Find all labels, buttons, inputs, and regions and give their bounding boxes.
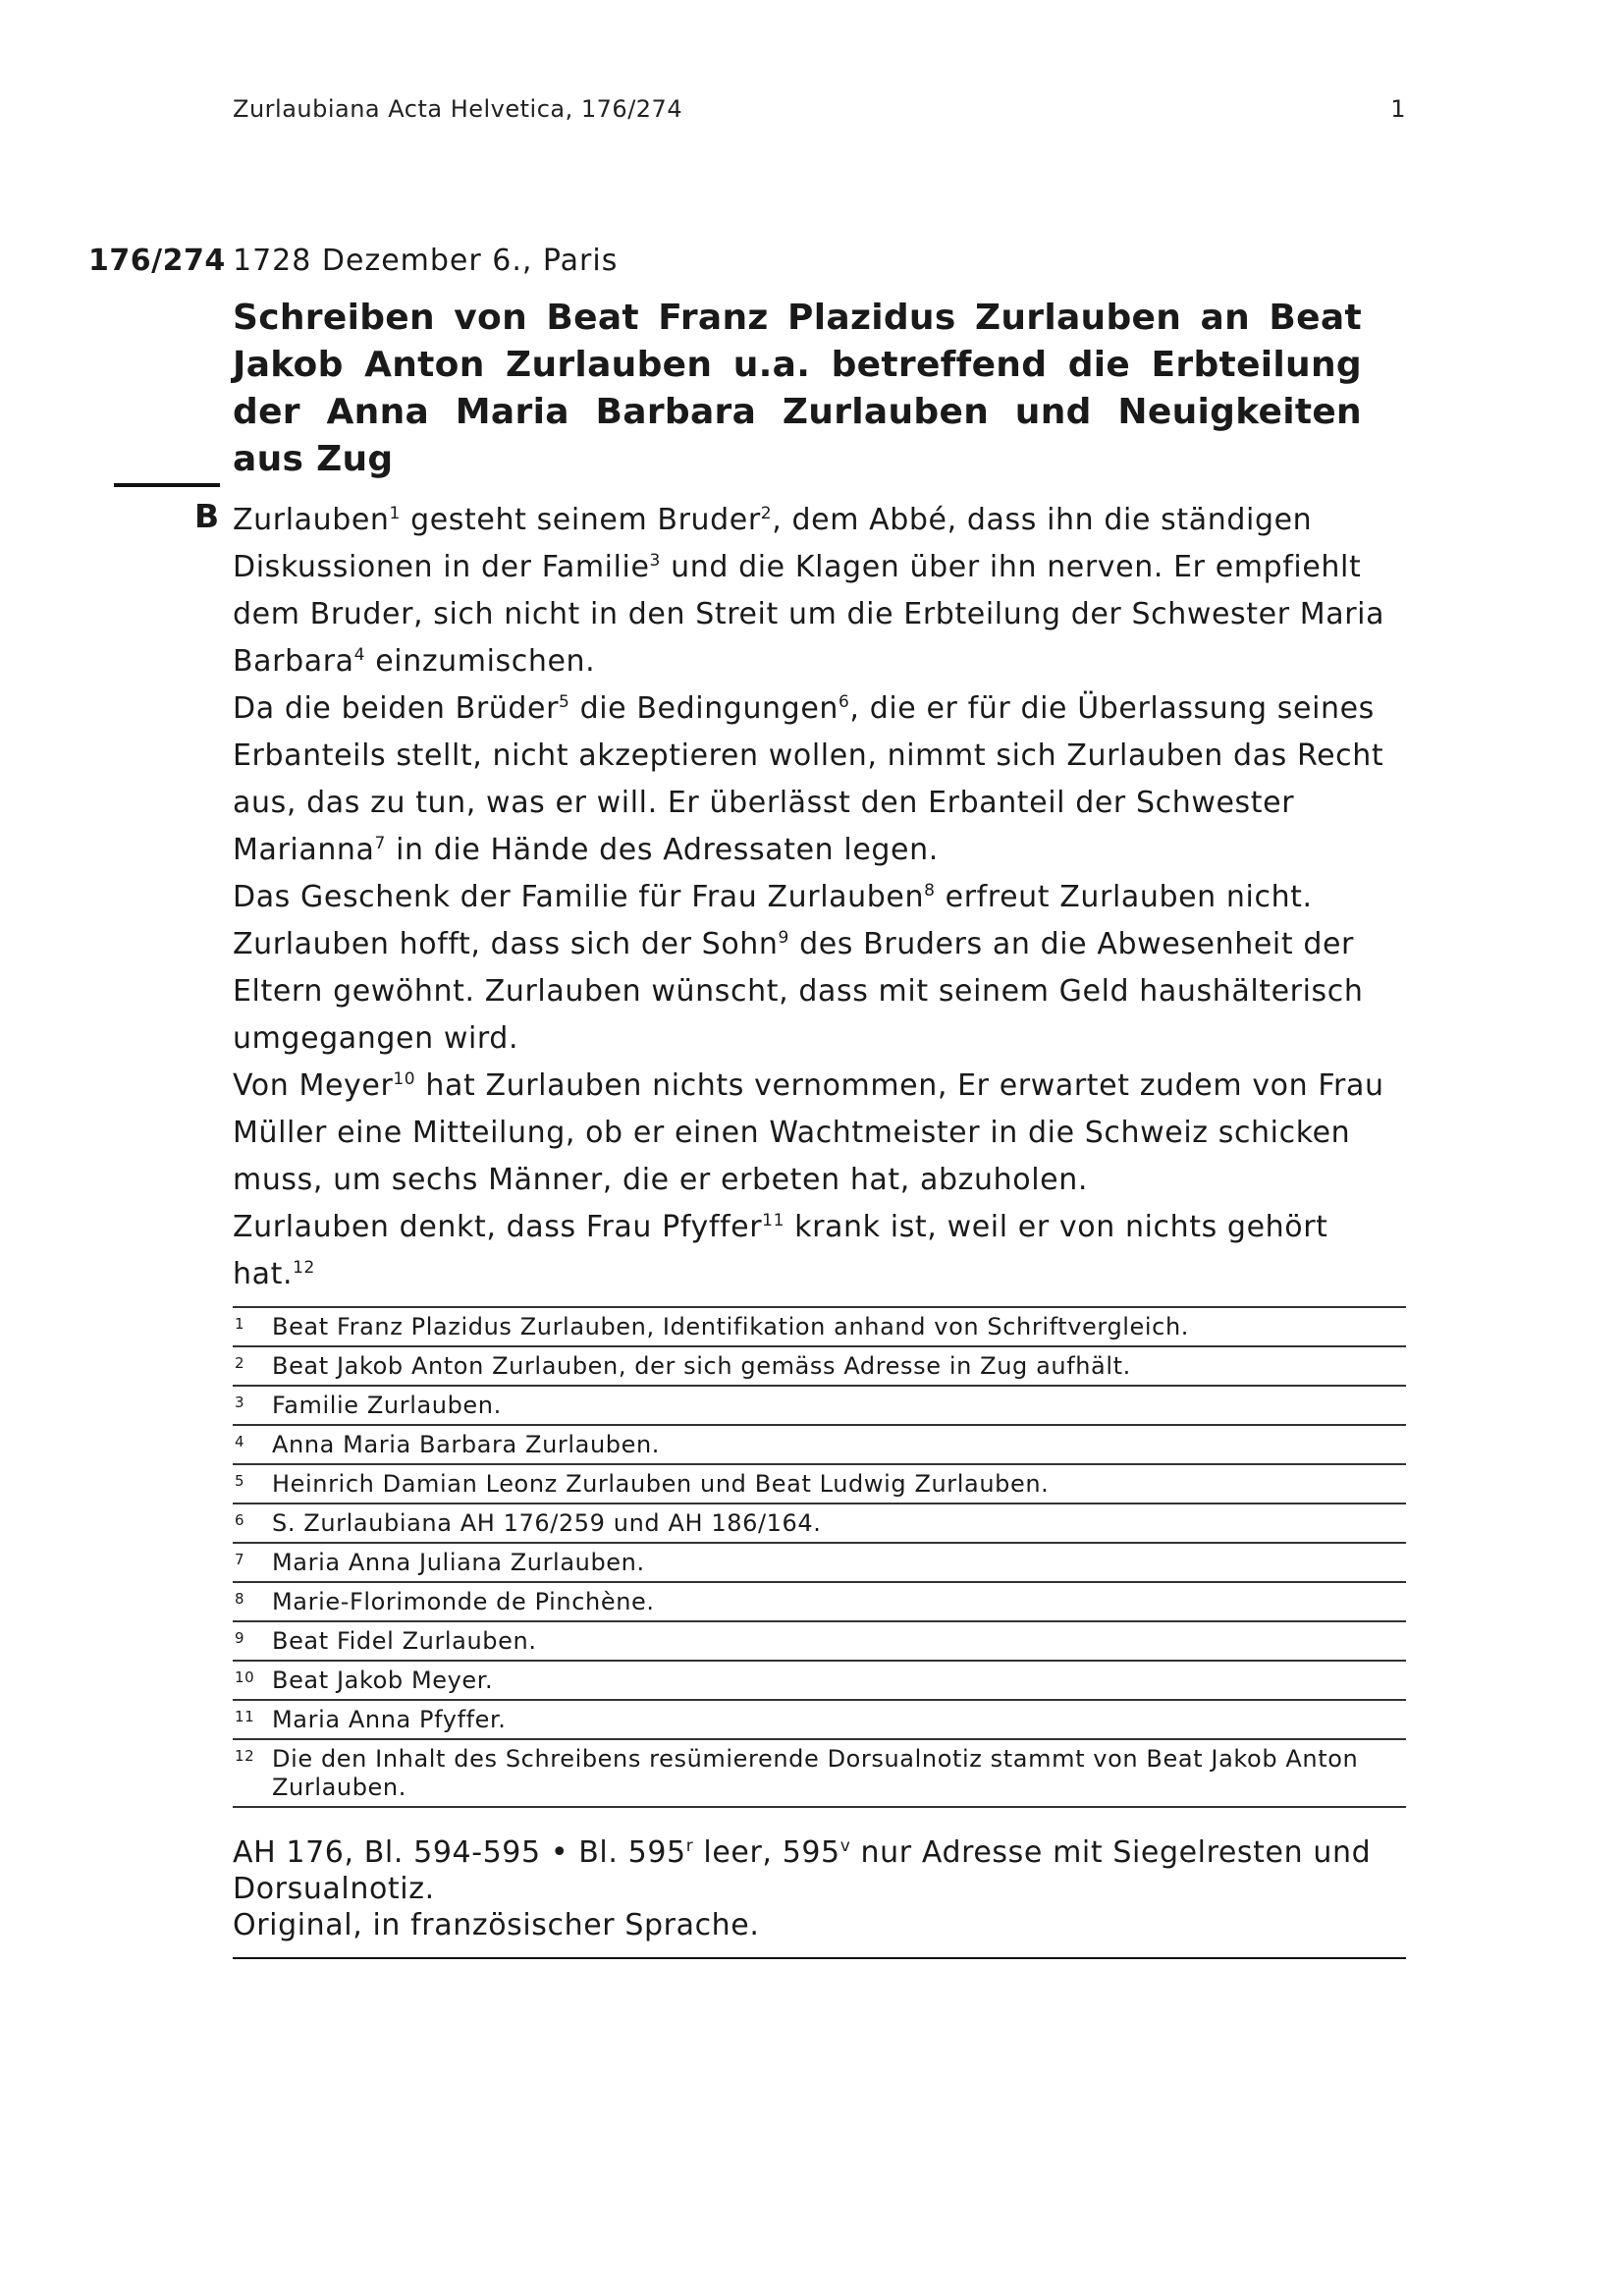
footnote-number: 2 xyxy=(235,1354,245,1372)
section-divider xyxy=(114,483,220,487)
section-marker: B xyxy=(194,497,220,535)
footnote-item xyxy=(233,1504,1406,1544)
footnote-ref[interactable]: 10 xyxy=(393,1069,416,1089)
footnotes xyxy=(233,1306,1406,1808)
footnote-number: 11 xyxy=(235,1708,255,1725)
footnote-item xyxy=(233,1387,1406,1426)
footnote-number: 3 xyxy=(235,1394,245,1411)
footnote-ref[interactable]: 5 xyxy=(559,692,570,712)
footnote-number: 9 xyxy=(235,1629,245,1647)
footnote-ref[interactable]: 7 xyxy=(374,834,386,853)
footnote-item xyxy=(233,1740,1406,1808)
footnote-item xyxy=(233,1308,1406,1347)
footnote-ref[interactable]: 12 xyxy=(293,1258,315,1278)
footnote-ref[interactable]: 6 xyxy=(839,692,850,712)
running-title: Zurlaubiana Acta Helvetica, 176/274 xyxy=(233,95,683,123)
footnote-number: 1 xyxy=(235,1315,245,1333)
footnote-text: Beat Jakob Anton Zurlauben, der sich gemäss Adresse in Zug aufhält. xyxy=(272,1352,1131,1380)
footnote-item xyxy=(233,1465,1406,1504)
footnote-text: Familie Zurlauben. xyxy=(272,1392,502,1419)
document-date-place: 1728 Dezember 6., Paris xyxy=(233,244,619,278)
summary-paragraph-2: Da die beiden Brüder$^5$ die Bedingungen$^6$, die er für die Überlassung seines Erbanteils stellt, nicht akzeptieren wollen, nimmt sich Zurlauben das Recht aus, das zu tun, was er will. Er überlässt den Erbanteil der Schwester Marianna$^7$ in die Hände des Adressaten legen. xyxy=(233,691,1384,867)
footnote-number: 12 xyxy=(235,1747,255,1765)
footnote-text: Marie-Florimonde de Pinchène. xyxy=(272,1588,655,1615)
footnote-ref[interactable]: 8 xyxy=(924,881,936,901)
footnote-ref[interactable]: 1 xyxy=(389,504,401,523)
source-line-2: Original, in französischer Sprache. xyxy=(233,1908,760,1942)
footnote-item xyxy=(233,1583,1406,1622)
footnote-item xyxy=(233,1347,1406,1387)
footnote-text: Maria Anna Juliana Zurlauben. xyxy=(272,1549,645,1576)
footnote-number: 8 xyxy=(235,1590,245,1608)
footnote-text: Die den Inhalt des Schreibens resümierende Dorsualnotiz stammt von Beat Jakob Anton Zurlauben. xyxy=(272,1745,1359,1801)
document-number: 176/274 xyxy=(88,244,226,278)
footnote-number: 4 xyxy=(235,1433,245,1450)
footnote-item xyxy=(233,1701,1406,1740)
footnote-text: Maria Anna Pfyffer. xyxy=(272,1706,507,1733)
running-header xyxy=(233,95,1406,123)
footnote-ref[interactable]: 9 xyxy=(778,928,789,948)
footnote-number: 10 xyxy=(235,1668,255,1686)
footnote-item xyxy=(233,1544,1406,1583)
footnote-item xyxy=(233,1426,1406,1465)
summary-paragraph-5: Zurlauben denkt, dass Frau Pfyffer$^{11}$ krank ist, weil er von nichts gehört hat.$^{12}$ xyxy=(233,1210,1328,1291)
footnote-number: 5 xyxy=(235,1472,245,1490)
summary-text xyxy=(233,497,1411,1298)
source-note xyxy=(233,1834,1406,1959)
footnote-item xyxy=(233,1662,1406,1701)
document-title: Schreiben von Beat Franz Plazidus Zurlauben an Beat Jakob Anton Zurlauben u.a. betreffend die Erbteilung der Anna Maria Barbara Zurlauben und Neuigkeiten aus Zug xyxy=(233,298,1362,479)
summary-paragraph-3: Das Geschenk der Familie für Frau Zurlauben$^8$ erfreut Zurlauben nicht. Zurlauben hofft, dass sich der Sohn$^9$ des Bruders an die Abwesenheit der Eltern gewöhnt. Zurlauben wünscht, dass mit seinem Geld haushälterisch umgegangen wird. xyxy=(233,880,1364,1056)
footnote-item xyxy=(233,1622,1406,1662)
page-number: 1 xyxy=(1390,95,1406,123)
footnote-number: 6 xyxy=(235,1511,245,1529)
footnote-text: Beat Franz Plazidus Zurlauben, Identifikation anhand von Schriftvergleich. xyxy=(272,1313,1190,1340)
footnote-number: 7 xyxy=(235,1551,245,1568)
footnote-text: Anna Maria Barbara Zurlauben. xyxy=(272,1431,660,1458)
footnote-ref[interactable]: 4 xyxy=(353,645,366,665)
footnote-text: Beat Jakob Meyer. xyxy=(272,1667,494,1694)
footnote-text: S. Zurlaubiana AH 176/259 und AH 186/164. xyxy=(272,1509,822,1537)
footnote-text: Heinrich Damian Leonz Zurlauben und Beat Ludwig Zurlauben. xyxy=(272,1470,1050,1498)
summary-paragraph-4: Von Meyer$^{10}$ hat Zurlauben nichts vernommen, Er erwartet zudem von Frau Müller eine Mitteilung, ob er einen Wachtmeister in die Schweiz schicken muss, um sechs Männer, die er erbeten hat, abzuholen. xyxy=(233,1068,1384,1197)
source-line-1: AH 176, Bl. 594-595 • Bl. 595$^r$ leer, 595$^v$ nur Adresse mit Siegelresten und Dorsualnotiz. xyxy=(233,1835,1372,1906)
footnote-ref[interactable]: 3 xyxy=(649,551,661,571)
summary-paragraph-1: Zurlauben$^1$ gesteht seinem Bruder$^2$, dem Abbé, dass ihn die ständigen Diskussionen in der Familie$^3$ und die Klagen über ihn nerven. Er empfiehlt dem Bruder, sich nicht in den Streit um die Erbteilung der Schwester Maria Barbara$^4$ einzumischen. xyxy=(233,503,1385,679)
footnote-ref[interactable]: 2 xyxy=(760,504,773,523)
footnote-ref[interactable]: 11 xyxy=(762,1211,785,1230)
footnote-text: Beat Fidel Zurlauben. xyxy=(272,1627,537,1655)
